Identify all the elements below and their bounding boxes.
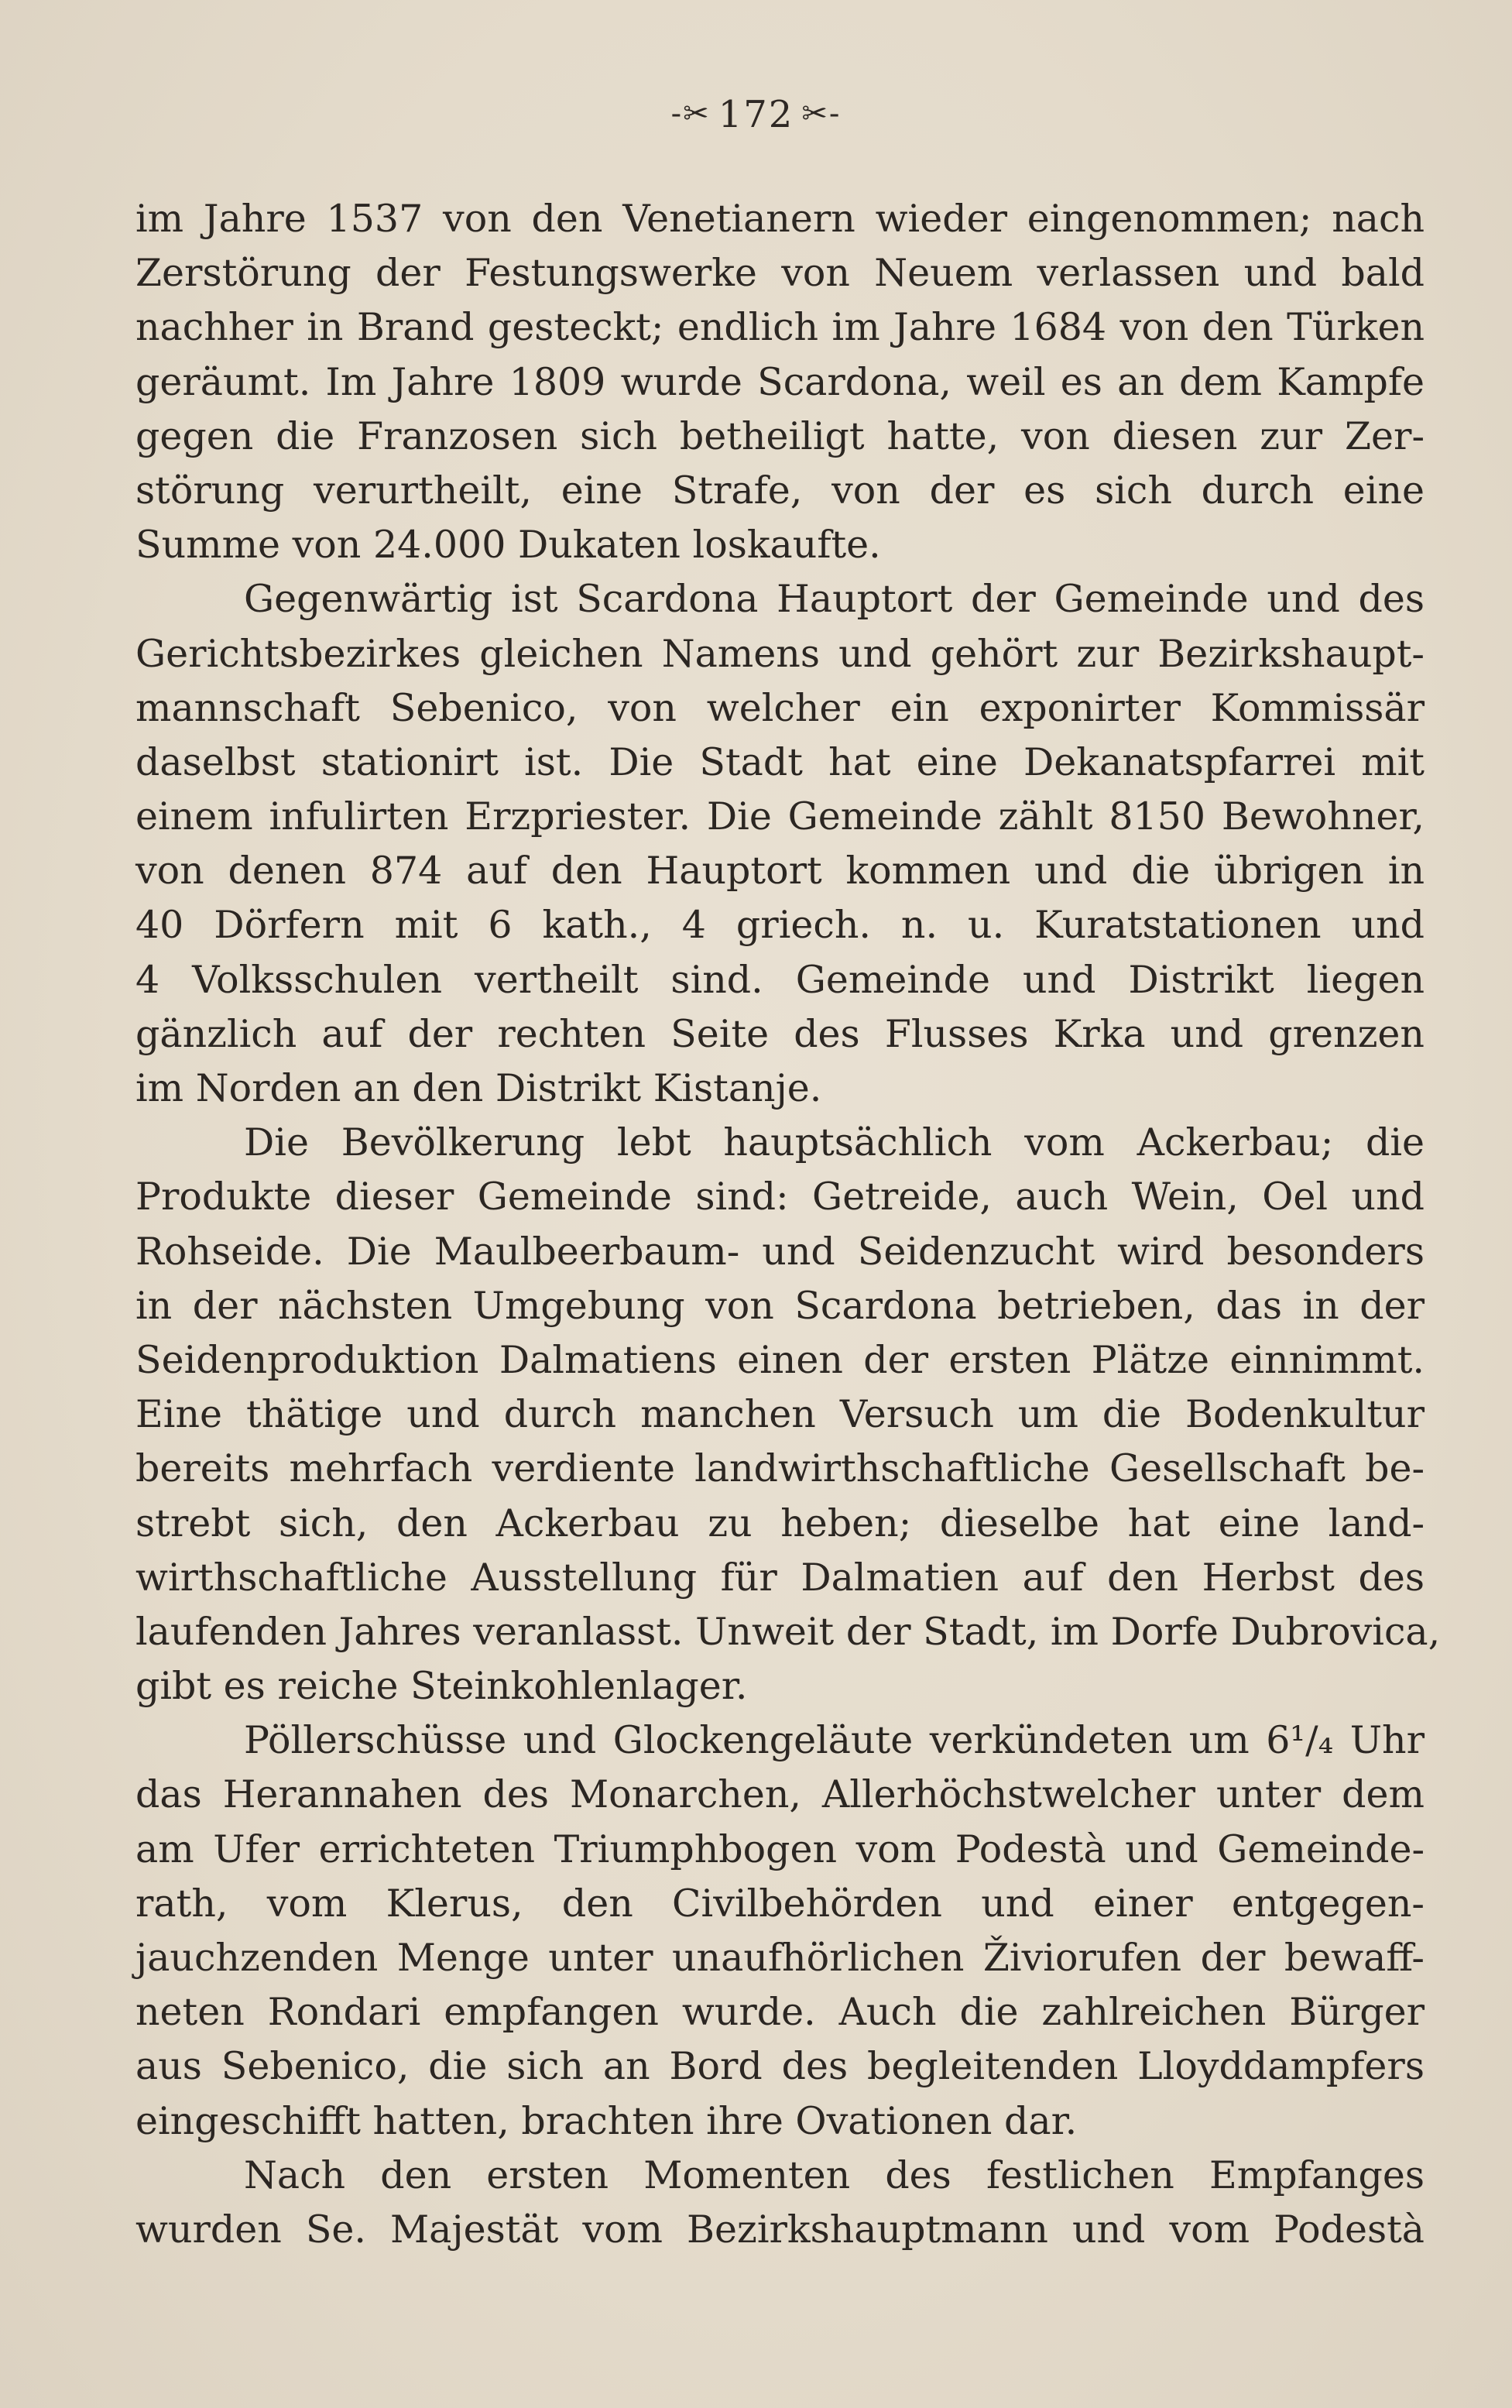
text-line: Die Bevölkerung lebt hauptsächlich vom Ackerbau; die xyxy=(244,1120,1425,1165)
page-header xyxy=(0,93,1512,136)
text-line: Zerstörung der Festungswerke von Neuem verlassen und bald xyxy=(135,251,1425,296)
text-line: strebt sich, den Ackerbau zu heben; dieselbe hat eine land- xyxy=(135,1501,1425,1545)
text-line: das Herannahen des Monarchen, Allerhöchstwelcher unter dem xyxy=(135,1772,1425,1817)
text-line: jauchzenden Menge unter unaufhörlichen Živiorufen der bewaff- xyxy=(135,1936,1425,1980)
text-line: gibt es reiche Steinkohlenlager. xyxy=(135,1664,748,1709)
text-line: Rohseide. Die Maulbeerbaum- und Seidenzucht wird besonders xyxy=(135,1229,1425,1274)
text-line: Produkte dieser Gemeinde sind: Getreide, auch Wein, Oel und xyxy=(135,1175,1425,1219)
text-line: rath, vom Klerus, den Civilbehörden und einer entgegen- xyxy=(135,1881,1425,1926)
text-line: Seidenproduktion Dalmatiens einen der ersten Plätze einnimmt. xyxy=(135,1337,1425,1382)
text-line: mannschaft Sebenico, von welcher ein exponirter Kommissär xyxy=(135,685,1425,730)
text-line: Nach den ersten Momenten des festlichen Empfanges xyxy=(244,2152,1425,2197)
text-line: gegen die Franzosen sich betheiligt hatte, von diesen zur Zer- xyxy=(135,413,1425,458)
text-line: laufenden Jahres veranlasst. Unweit der Stadt, im Dorfe Dubrovica, xyxy=(135,1609,1441,1654)
text-line: Gerichtsbezirkes gleichen Namens und gehört zur Bezirkshaupt- xyxy=(135,631,1425,676)
text-line: Summe von 24.000 Dukaten loskaufte. xyxy=(135,523,881,568)
body-text xyxy=(135,192,1441,2257)
text-line: 40 Dörfern mit 6 kath., 4 griech. n. u. Kuratstationen und xyxy=(135,903,1425,948)
text-line: gänzlich auf der rechten Seite des Flusses Krka und grenzen xyxy=(135,1011,1425,1056)
page-number: 172 xyxy=(718,93,794,136)
text-line: Eine thätige und durch manchen Versuch um die Bodenkultur xyxy=(135,1392,1425,1437)
text-line: bereits mehrfach verdiente landwirthschaftliche Gesellschaft be- xyxy=(135,1446,1425,1491)
text-line: in der nächsten Umgebung von Scardona betrieben, das in der xyxy=(135,1283,1425,1328)
text-line: nachher in Brand gesteckt; endlich im Jahre 1684 von den Türken xyxy=(135,305,1425,350)
text-line: einem infulirten Erzpriester. Die Gemeinde zählt 8150 Bewohner, xyxy=(135,794,1425,839)
text-line: wirthschaftliche Ausstellung für Dalmatien auf den Herbst des xyxy=(135,1555,1425,1600)
ornament-left: -✂ xyxy=(670,96,711,132)
text-line: daselbst stationirt ist. Die Stadt hat eine Dekanatspfarrei mit xyxy=(135,739,1425,784)
text-line: geräumt. Im Jahre 1809 wurde Scardona, weil es an dem Kampfe xyxy=(135,359,1425,404)
text-line: Pöllerschüsse und Glockengeläute verkündeten um 6¹/₄ Uhr xyxy=(244,1718,1425,1763)
text-line: von denen 874 auf den Hauptort kommen und die übrigen in xyxy=(135,849,1425,894)
text-line: im Jahre 1537 von den Venetianern wieder eingenommen; nach xyxy=(135,197,1425,241)
text-line: Gegenwärtig ist Scardona Hauptort der Gemeinde und des xyxy=(244,577,1425,622)
ornament-right: ✂- xyxy=(801,96,842,132)
text-line: wurden Se. Majestät vom Bezirkshauptmann und vom Podestà xyxy=(135,2207,1425,2252)
text-line: am Ufer errichteten Triumphbogen vom Podestà und Gemeinde- xyxy=(135,1827,1425,1871)
text-line: 4 Volksschulen vertheilt sind. Gemeinde und Distrikt liegen xyxy=(135,957,1425,1002)
text-line: eingeschifft hatten, brachten ihre Ovationen dar. xyxy=(135,2098,1078,2143)
text-line: neten Rondari empfangen wurde. Auch die zahlreichen Bürger xyxy=(135,1990,1425,2035)
text-line: im Norden an den Distrikt Kistanje. xyxy=(135,1066,822,1110)
text-line: störung verurtheilt, eine Strafe, von der es sich durch eine xyxy=(135,468,1425,513)
text-line: aus Sebenico, die sich an Bord des begleitenden Lloyddampfers xyxy=(135,2044,1425,2089)
